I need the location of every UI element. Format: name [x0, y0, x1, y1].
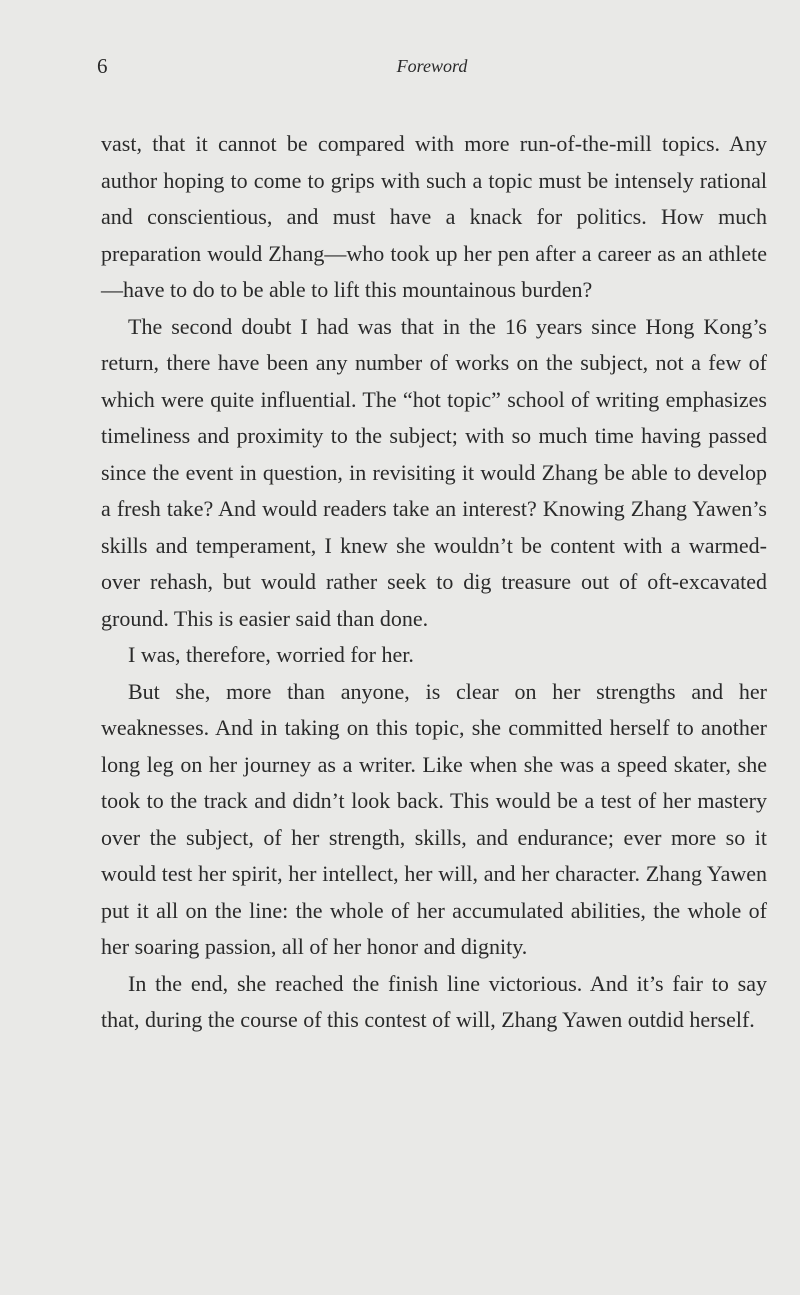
paragraph: I was, therefore, worried for her. [128, 642, 414, 667]
page-number: 6 [97, 54, 108, 78]
paragraph: The second doubt I had was that in the 16 years since Hong Kong’s return, there have been any number of works on the subject, not a few of which were quite influential. The “hot topic” school of writing emphasizes timeliness and proximity to the subject; with so much time having passed since the event in question, in revisiting it would Zhang be able to develop a fresh take? And would readers take an interest? Knowing Zhang Yawen’s skills and temperament, I knew she wouldn’t be content with a warmed-over rehash, but would rather seek to dig treasure out of oft-excavated ground. This is easier said than done. [101, 313, 767, 631]
body-text [101, 126, 767, 1039]
paragraph-continued: vast, that it cannot be compared with more run-of-the-mill topics. Any author hoping to come to grips with such a topic must be intensely rational and conscientious, and must have a knack for politics. How much preparation would Zhang—who took up her pen after a career as an athlete—have to do to be able to lift this mountainous burden? [101, 131, 767, 302]
paragraph: In the end, she reached the finish line victorious. And it’s fair to say that, during the course of this contest of will, Zhang Yawen outdid herself. [101, 970, 767, 1032]
running-head: Foreword [396, 56, 468, 76]
paragraph: But she, more than anyone, is clear on her strengths and her weaknesses. And in taking on this topic, she committed herself to another long leg on her journey as a writer. Like when she was a speed skater, she took to the track and didn’t look back. This would be a test of her mastery over the subject, of her strength, skills, and endurance; ever more so it would test her spirit, her intellect, her will, and her character. Zhang Yawen put it all on the line: the whole of her accumulated abilities, the whole of her soaring passion, all of her honor and dignity. [101, 678, 767, 959]
page-header [97, 52, 767, 80]
